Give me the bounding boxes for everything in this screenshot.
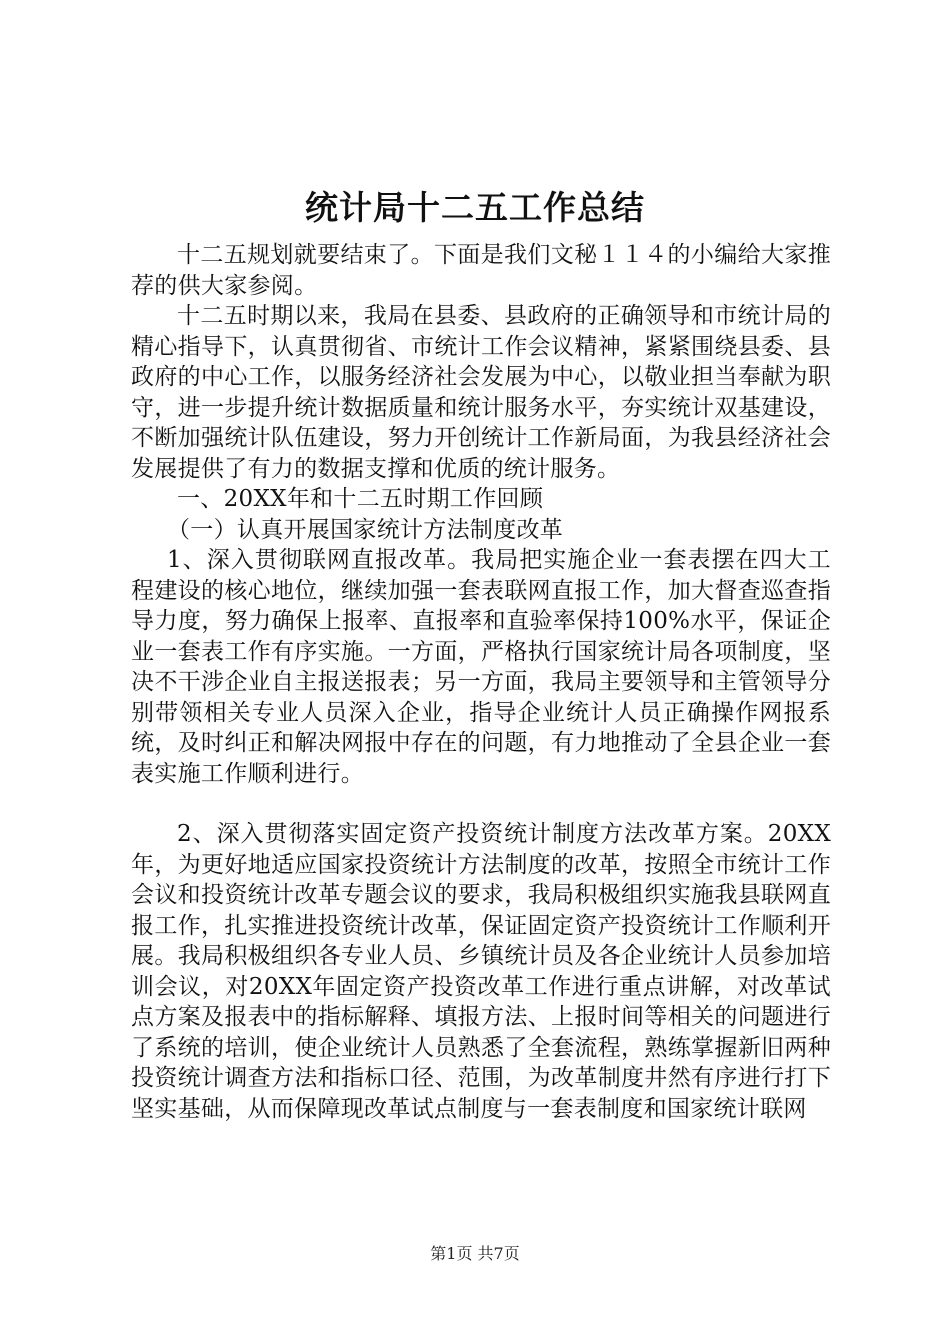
paragraph-overview: 十二五时期以来，我局在县委、县政府的正确领导和市统计局的精心指导下，认真贯彻省、市统计工作会议精神，紧紧围绕县委、县政府的中心工作，以服务经济社会发展为中心，以敬业担当奉献为职守，进一步提升统计数据质量和统计服务水平，夯实统计双基建设，不断加强统计队伍建设，努力开创统计工作新局面，为我县经济社会发展提供了有力的数据支撑和优质的统计服务。	[131, 303, 831, 482]
paragraph-gap	[131, 789, 831, 819]
subsection-heading: （一）认真开展国家统计方法制度改革	[167, 516, 564, 543]
document-body	[131, 240, 831, 1124]
paragraph-item-2: 2、深入贯彻落实固定资产投资统计制度方法改革方案。20XX年，为更好地适应国家投资统计方法制度的改革，按照全市统计工作会议和投资统计改革专题会议的要求，我局积极组织实施我县联网直报工作，扎实推进投资统计改革，保证固定资产投资统计工作顺利开展。我局积极组织各专业人员、乡镇统计员及各企业统计人员参加培训会议，对20XX年固定资产投资改革工作进行重点讲解，对改革试点方案及报表中的指标解释、填报方法、上报时间等相关的问题进行了系统的培训，使企业统计人员熟悉了全套流程，熟练掌握新旧两种投资统计调查方法和指标口径、范围，为改革制度井然有序进行打下坚实基础，从而保障现改革试点制度与一套表制度和国家统计联网	[131, 821, 831, 1122]
document-title: 统计局十二五工作总结	[305, 188, 645, 227]
paragraph-intro: 十二五规划就要结束了。下面是我们文秘１１４的小编给大家推荐的供大家参阅。	[131, 242, 831, 299]
page-footer: 第1页 共7页	[430, 1244, 520, 1263]
paragraph-item-1: 1、深入贯彻联网直报改革。我局把实施企业一套表摆在四大工程建设的核心地位，继续加强一套表联网直报工作，加大督查巡查指导力度，努力确保上报率、直报率和直验率保持100%水平，保证企业一套表工作有序实施。一方面，严格执行国家统计局各项制度，坚决不干涉企业自主报送报表；另一方面，我局主要领导和主管领导分别带领相关专业人员深入企业，指导企业统计人员正确操作网报系统，及时纠正和解决网报中存在的问题，有力地推动了全县企业一套表实施工作顺利进行。	[131, 547, 831, 787]
section-heading: 一、20XX年和十二五时期工作回顾	[177, 486, 544, 512]
